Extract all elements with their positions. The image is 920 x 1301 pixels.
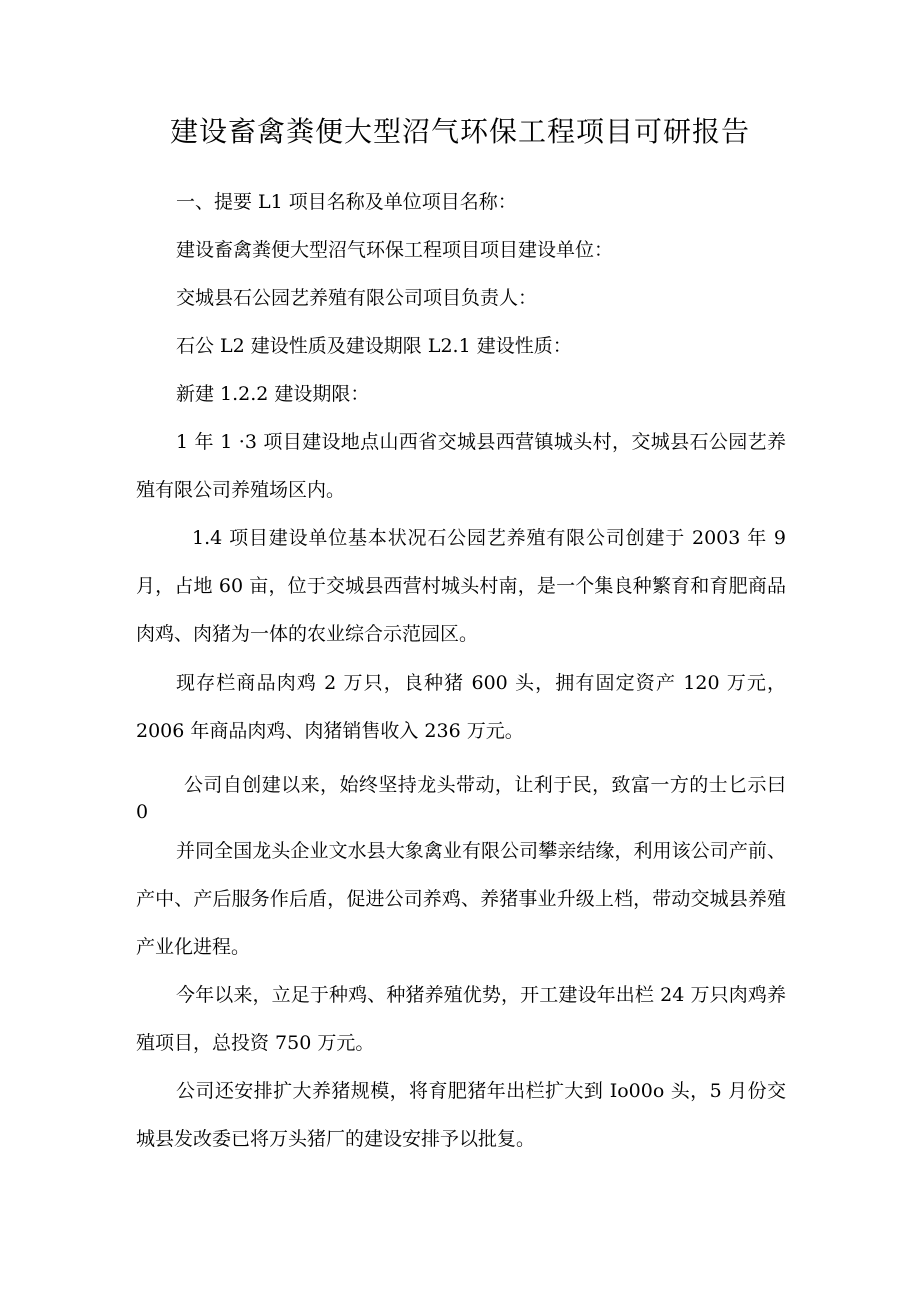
paragraph-partnership: 并同全国龙头企业文水县大象禽业有限公司攀亲结缘，利用该公司产前、产中、产后服务作后盾，促进公司养鸡、养猪事业升级上档，带动交城县养殖产业化进程。 — [136, 840, 786, 958]
paragraph-project-name: 建设畜禽粪便大型沼气环保工程项目项目建设单位： — [176, 239, 614, 261]
paragraph-company-profile: 1.4 项目建设单位基本状况石公园艺养殖有限公司创建于 2003 年 9 月，占地 60 亩，位于交城县西营村城头村南，是一个集良种繁育和育肥商品肉鸡、肉猪为一体的农业综合示范园区。 — [136, 527, 786, 645]
document-title: 建设畜禽粪便大型沼气环保工程项目可研报告 — [169, 115, 750, 148]
paragraph-pig-expansion: 公司还安排扩大养猪规模，将育肥猪年出栏扩大到 Io00o 头，5 月份交城县发改委已将万头猪厂的建设安排予以批复。 — [136, 1080, 786, 1150]
paragraph-builder-unit: 交城县石公园艺养殖有限公司项目负责人： — [176, 287, 538, 309]
paragraph-chicken-project: 今年以来，立足于种鸡、种猪养殖优势，开工建设年出栏 24 万只肉鸡养殖项目，总投资 750 万元。 — [136, 984, 786, 1054]
paragraph-new-build: 新建 1.2.2 建设期限： — [176, 383, 370, 405]
paragraph-company-mission: 公司自创建以来，始终坚持龙头带动，让利于民，致富一方的士匕示曰 0 — [136, 774, 786, 823]
paragraph-livestock-assets: 现存栏商品肉鸡 2 万只，良种猪 600 头，拥有固定资产 120 万元，2006 年商品肉鸡、肉猪销售收入 236 万元。 — [136, 672, 786, 742]
paragraph-nature-period: 石公 L2 建设性质及建设期限 L2.1 建设性质： — [176, 335, 572, 357]
paragraph-summary-heading: 一、提要 L1 项目名称及单位项目名称： — [176, 191, 517, 213]
paragraph-location: 1 年 1 ·3 项目建设地点山西省交城县西营镇城头村，交城县石公园艺养殖有限公司养殖场区内。 — [136, 431, 786, 501]
